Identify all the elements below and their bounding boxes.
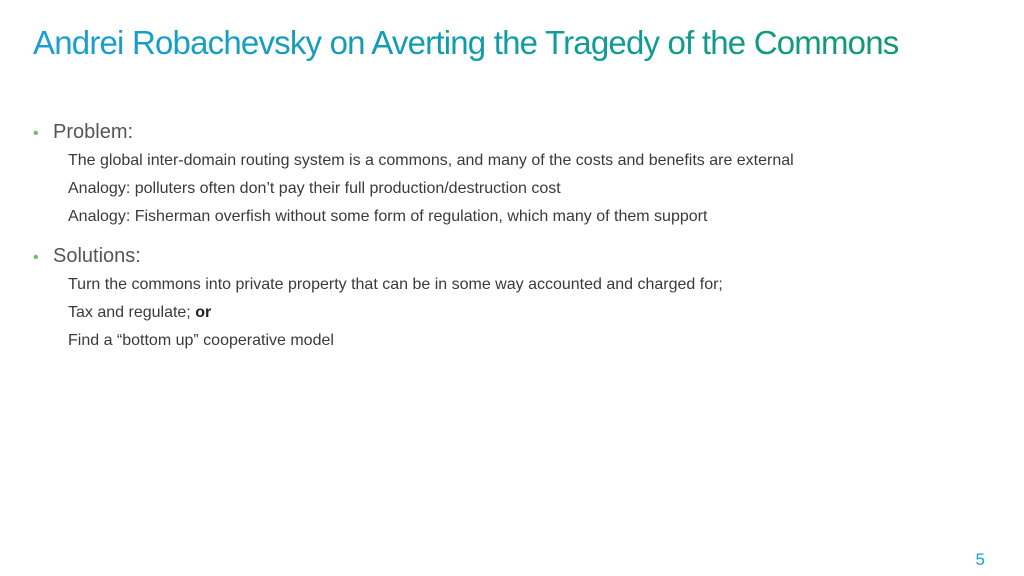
slide-title: Andrei Robachevsky on Averting the Tragedy of the Commons [33,25,933,61]
section-problem [33,117,993,231]
bullet-problem [33,117,993,147]
sub-item-emphasis: or [195,304,212,321]
bullet-label: Solutions: [53,245,141,267]
sub-item-text: Tax and regulate; [68,304,196,321]
page-number: 5 [975,550,985,569]
sub-item: Analogy: Fisherman overfish without some form of regulation, which many of them support [68,208,708,225]
bullet-dot-icon: • [33,249,39,266]
bullet-label: Problem: [53,121,134,143]
sub-item [68,299,993,327]
bullet-solutions [33,241,993,271]
sub-item: Analogy: polluters often don’t pay their full production/destruction cost [68,180,561,197]
sub-item: The global inter-domain routing system is a commons, and many of the costs and benefits are external [68,152,794,169]
sub-item: Find a “bottom up” cooperative model [68,332,334,349]
section-solutions [33,241,993,355]
slide-body [33,117,993,365]
sub-item: Turn the commons into private property that can be in some way accounted and charged for; [68,276,723,293]
bullet-dot-icon: • [33,125,39,142]
